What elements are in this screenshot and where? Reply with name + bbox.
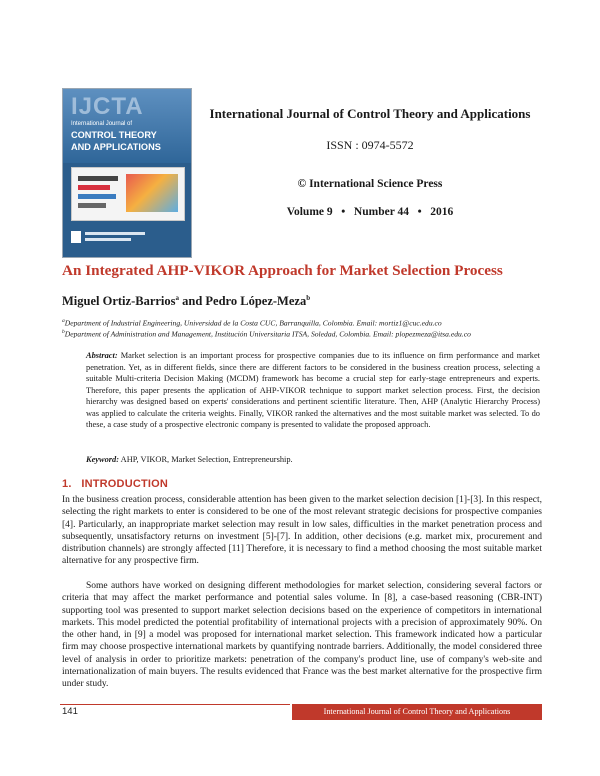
- keywords-text: AHP, VIKOR, Market Selection, Entrepreneurship.: [119, 455, 293, 464]
- cover-inset-picture: [126, 174, 178, 212]
- journal-cover-image: [62, 88, 192, 258]
- cover-inset-panel: [71, 167, 185, 221]
- author-1-sup: a: [175, 294, 180, 302]
- volume: Volume 9: [286, 206, 333, 218]
- cover-abbreviation: IJCTA: [71, 93, 144, 120]
- cover-subtitle: International Journal of: [71, 121, 133, 127]
- separator-dot: •: [417, 206, 422, 218]
- affiliation-a: $^a$Department of Industrial Engineering, Universidad de la Costa CUC, Barranquilla, Colombia. Email: mortiz1@cuc.edu.co: [62, 318, 442, 328]
- author-2: Pedro López-Meza: [205, 294, 307, 309]
- article-title: An Integrated AHP-VIKOR Approach for Market Selection Process: [62, 262, 503, 279]
- paragraph-1: In the business creation process, considerable attention has been given to the market selection decision [1]-[3]. In this respect, selecting the right markets to enter is considered to be one of the most relevant strategic decisions for prospective companies [4]. Particularly, an inappropriate market selection may result in low sales, difficulties in the market penetration process and subsequently, unsatisfactory returns on investment [5]-[7]. In addition, other decisions (e.g. market mix, procurement and distribution channels) are strongly affected [11] Therefore, it is necessary to find a method choosing the most suitable market alternative for any prospective firm.: [62, 495, 542, 567]
- footer-rule: [60, 704, 290, 705]
- year: 2016: [430, 206, 454, 218]
- issue-number: Number 44: [353, 206, 409, 218]
- section-heading-introduction: 1. INTRODUCTION: [62, 478, 169, 490]
- cover-title-line-2: CONTROL THEORY: [71, 130, 157, 140]
- abstract-text: Market selection is an important process for prospective companies due to its influence on firm performance and market penetration. Yet, as in different fields, since there are different factors to be considered in the business creation process, selecting a suitable Multi-criteria Decision Making (MCDM) framework has become a crucial step for early-stage entrepreneurs and experts. Therefore, this paper presents the application of AHP-VIKOR technique to support market selection process. First, the decision hierarchy was designed based on experts' considerations and pertinent scientific literature. Then, AHP (Analytic Hierarchy Process) was applied to calculate the criteria weights. Finally, VIKOR ranked the alternatives and the most suitable market was selected. To do these, a case study of a prospective electronic company is presented to validate the proposed approach.: [86, 351, 540, 429]
- volume-line: [205, 206, 535, 218]
- page-number: 141: [62, 706, 78, 717]
- keywords-label: Keyword:: [86, 455, 120, 464]
- footer-journal-band: International Journal of Control Theory and Applications: [292, 704, 542, 720]
- journal-name: International Journal of Control Theory and Applications: [209, 106, 531, 121]
- publisher: © International Science Press: [297, 178, 443, 190]
- keywords: [86, 455, 540, 464]
- authors: [62, 294, 310, 309]
- issn: ISSN : 0974-5572: [326, 138, 414, 152]
- publisher-logo-icon: [71, 231, 81, 243]
- separator-dot: •: [341, 206, 346, 218]
- authors-and: and: [179, 294, 206, 309]
- cover-title: [71, 129, 189, 153]
- abstract-label: Abstract:: [86, 351, 118, 360]
- paragraph-2: Some authors have worked on designing different methodologies for market selection, considering several factors or criteria that may affect the market performance and potential sales volume. In [8], a case-based reasoning (CBR-INT) supporting tool was presented to support market selection decisions based on the experience of competitors in international markets. This model predicted the potential profitability of international projects with a precision of approximately 90%. On the other hand, in [9] a model was proposed for international market selection. This framework indicated how a particular firm may choose prospective international markets by quantifying nontrade barriers. Additionally, the model considered three level of analysis in order to prioritize markets: penetration of the company's product line, use of company's web-site and internationalization of main buyers. The results evidenced that France was the best market alternative for the prospective firm under study.: [62, 581, 542, 690]
- cover-title-line-3: AND APPLICATIONS: [71, 142, 161, 152]
- author-1: Miguel Ortiz-Barrios: [62, 294, 176, 309]
- page-footer: [0, 704, 600, 720]
- abstract: [86, 350, 540, 431]
- affiliation-b: $^b$Department of Administration and Management, Institución Universitaria ITSA, Soledad, Colombia. Email: plopezmeza@itsa.edu.co: [62, 329, 471, 339]
- author-2-sup: b: [306, 294, 311, 302]
